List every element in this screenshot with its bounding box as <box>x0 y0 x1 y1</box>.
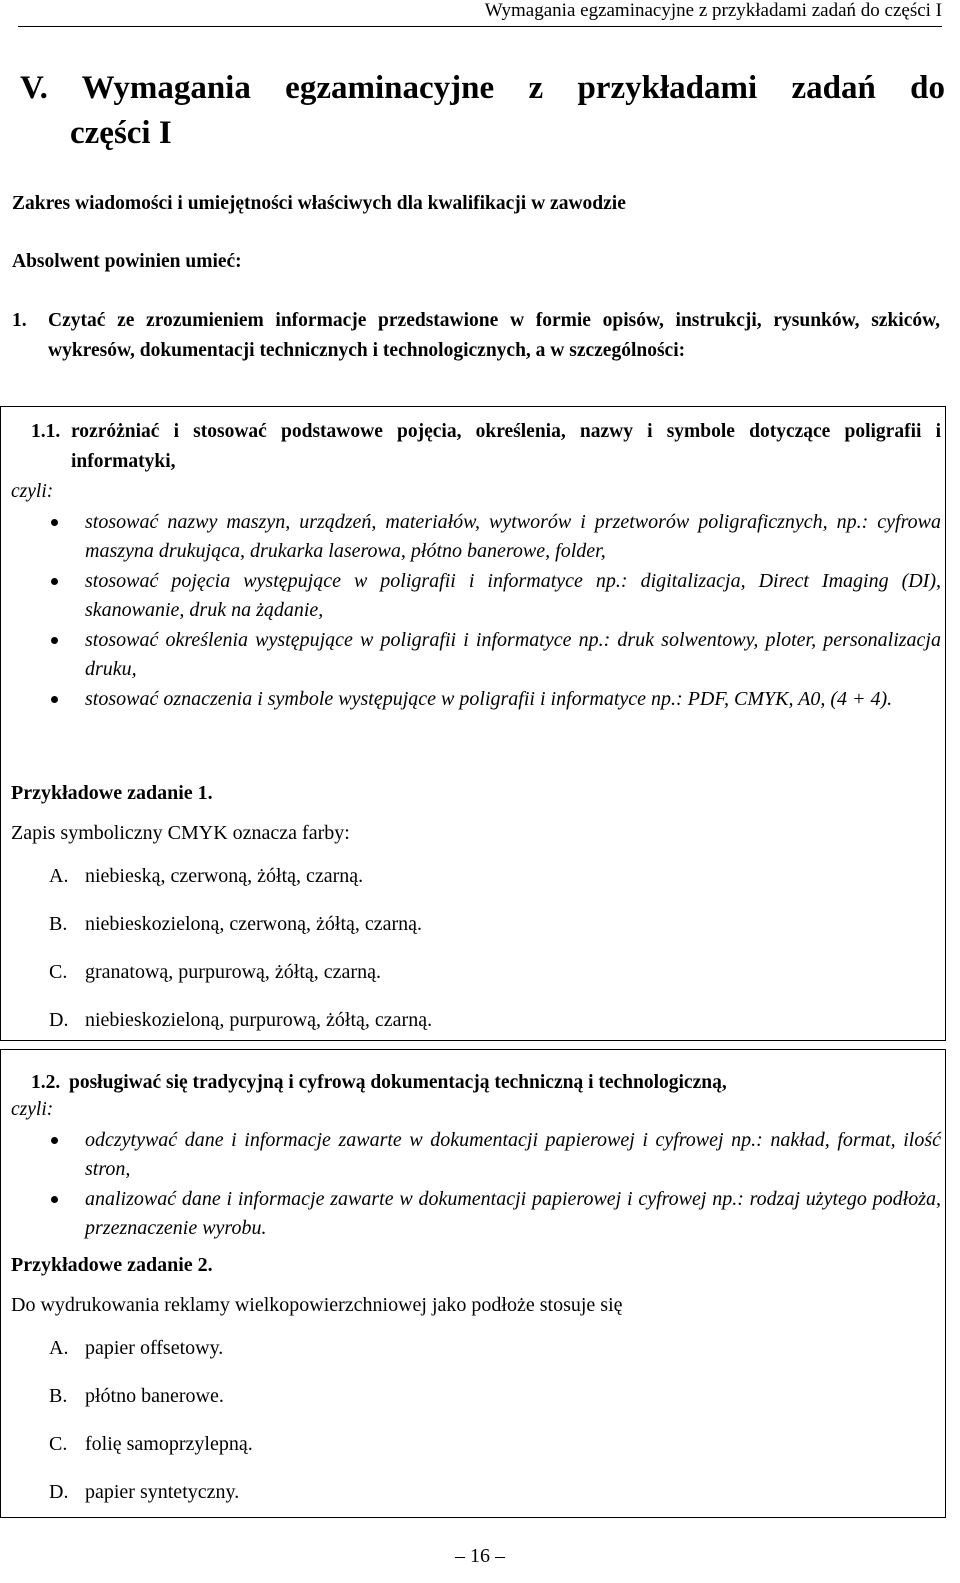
scope-heading: Zakres wiadomości i umiejętności właściwych dla kwalifikacji w zawodzie <box>12 193 626 214</box>
chapter-title-line2: części I <box>70 115 172 151</box>
answer-list <box>49 865 432 1057</box>
answer-text: papier offsetowy. <box>85 1337 224 1359</box>
answer-letter: A. <box>49 1337 69 1359</box>
intro-text: Absolwent powinien umieć: <box>12 251 242 272</box>
list-item <box>11 626 941 684</box>
czyli-label: czyli: <box>11 1099 54 1120</box>
czyli-label: czyli: <box>11 481 54 502</box>
answer-option <box>49 1433 253 1481</box>
requirement-1 <box>12 306 940 366</box>
running-header <box>18 0 942 27</box>
answer-text: papier syntetyczny. <box>85 1481 240 1503</box>
bullet-icon <box>51 696 58 703</box>
example-title: Przykładowe zadanie 2. <box>11 1254 213 1276</box>
chapter-title <box>20 66 945 156</box>
answer-option <box>49 913 432 961</box>
section-1-2-heading <box>31 1068 941 1098</box>
list-item-text: stosować pojęcia występujące w poligrafii i informatyce np.: digitalizacja, Direct Imaging (DI), skanowanie, druk na żądanie, <box>85 570 941 621</box>
answer-option <box>49 1481 253 1529</box>
section-number: 1.2. <box>31 1072 61 1093</box>
answer-text: niebieskozieloną, purpurową, żółtą, czarną. <box>85 1009 433 1031</box>
answer-list <box>49 1337 253 1529</box>
answer-letter: C. <box>49 961 68 983</box>
list-item <box>11 685 941 714</box>
list-item-text: odczytywać dane i informacje zawarte w dokumentacji papierowej i cyfrowej np.: nakład, format, ilość stron, <box>85 1129 941 1180</box>
answer-letter: B. <box>49 913 68 935</box>
answer-option <box>49 1337 253 1385</box>
bullet-icon <box>51 1196 58 1203</box>
list-item <box>11 508 941 566</box>
section-text: posługiwać się tradycyjną i cyfrową dokumentacją techniczną i technologiczną, <box>69 1072 727 1093</box>
answer-letter: D. <box>49 1009 69 1031</box>
answer-text: niebieskozieloną, czerwoną, żółtą, czarną. <box>85 913 423 935</box>
list-item-text: stosować oznaczenia i symbole występujące w poligrafii i informatyce np.: PDF, CMYK, A0, (4 + 4). <box>85 688 893 710</box>
answer-letter: A. <box>49 865 69 887</box>
answer-option <box>49 865 432 913</box>
list-item-text: analizować dane i informacje zawarte w dokumentacji papierowej i cyfrowej np.: rodzaj użytego podłoża, przeznaczenie wyrobu. <box>85 1188 941 1239</box>
answer-text: płótno banerowe. <box>85 1385 224 1407</box>
running-header-title: Wymagania egzaminacyjne z przykładami zadań do części I <box>484 0 942 21</box>
example-title: Przykładowe zadanie 1. <box>11 782 213 804</box>
section-box-1-2 <box>0 1049 946 1518</box>
list-item-text: stosować nazwy maszyn, urządzeń, materiałów, wytworów i przetworów poligraficznych, np.: cyfrowa maszyna drukująca, drukarka laserowa, płótno banerowe, folder, <box>85 511 941 562</box>
bullet-list <box>11 1126 941 1244</box>
section-text: rozróżniać i stosować podstawowe pojęcia, określenia, nazwy i symbole dotyczące poligrafii i informatyki, <box>71 421 941 472</box>
bullet-icon <box>51 578 58 585</box>
answer-text: niebieską, czerwoną, żółtą, czarną. <box>85 865 364 887</box>
question-text: Do wydrukowania reklamy wielkopowierzchniowej jako podłoże stosuje się <box>11 1294 623 1316</box>
chapter-title-line1: V. Wymagania egzaminacyjne z przykładami zadań do <box>20 70 945 106</box>
section-box-1-1 <box>0 406 946 1041</box>
answer-option <box>49 961 432 1009</box>
list-item <box>11 567 941 625</box>
answer-text: folię samoprzylepną. <box>85 1433 253 1455</box>
page-number: – 16 – <box>455 1545 505 1567</box>
bullet-icon <box>51 1137 58 1144</box>
answer-text: granatową, purpurową, żółtą, czarną. <box>85 961 381 983</box>
bullet-icon <box>51 637 58 644</box>
answer-letter: B. <box>49 1385 68 1407</box>
section-number: 1.1. <box>31 421 61 442</box>
answer-option <box>49 1385 253 1433</box>
answer-letter: C. <box>49 1433 68 1455</box>
bullet-list <box>11 508 941 715</box>
list-item-text: stosować określenia występujące w poligrafii i informatyce np.: druk solwentowy, ploter, personalizacja druku, <box>85 629 941 680</box>
list-item <box>11 1185 941 1243</box>
answer-letter: D. <box>49 1481 69 1503</box>
bullet-icon <box>51 519 58 526</box>
requirement-text: Czytać ze zrozumieniem informacje przedstawione w formie opisów, instrukcji, rysunków, szkiców, wykresów, dokumentacji technicznych i technologicznych, a w szczególności: <box>48 310 940 361</box>
requirement-number: 1. <box>12 310 27 331</box>
question-text: Zapis symboliczny CMYK oznacza farby: <box>11 822 350 844</box>
section-1-1-heading <box>31 417 941 477</box>
list-item <box>11 1126 941 1184</box>
